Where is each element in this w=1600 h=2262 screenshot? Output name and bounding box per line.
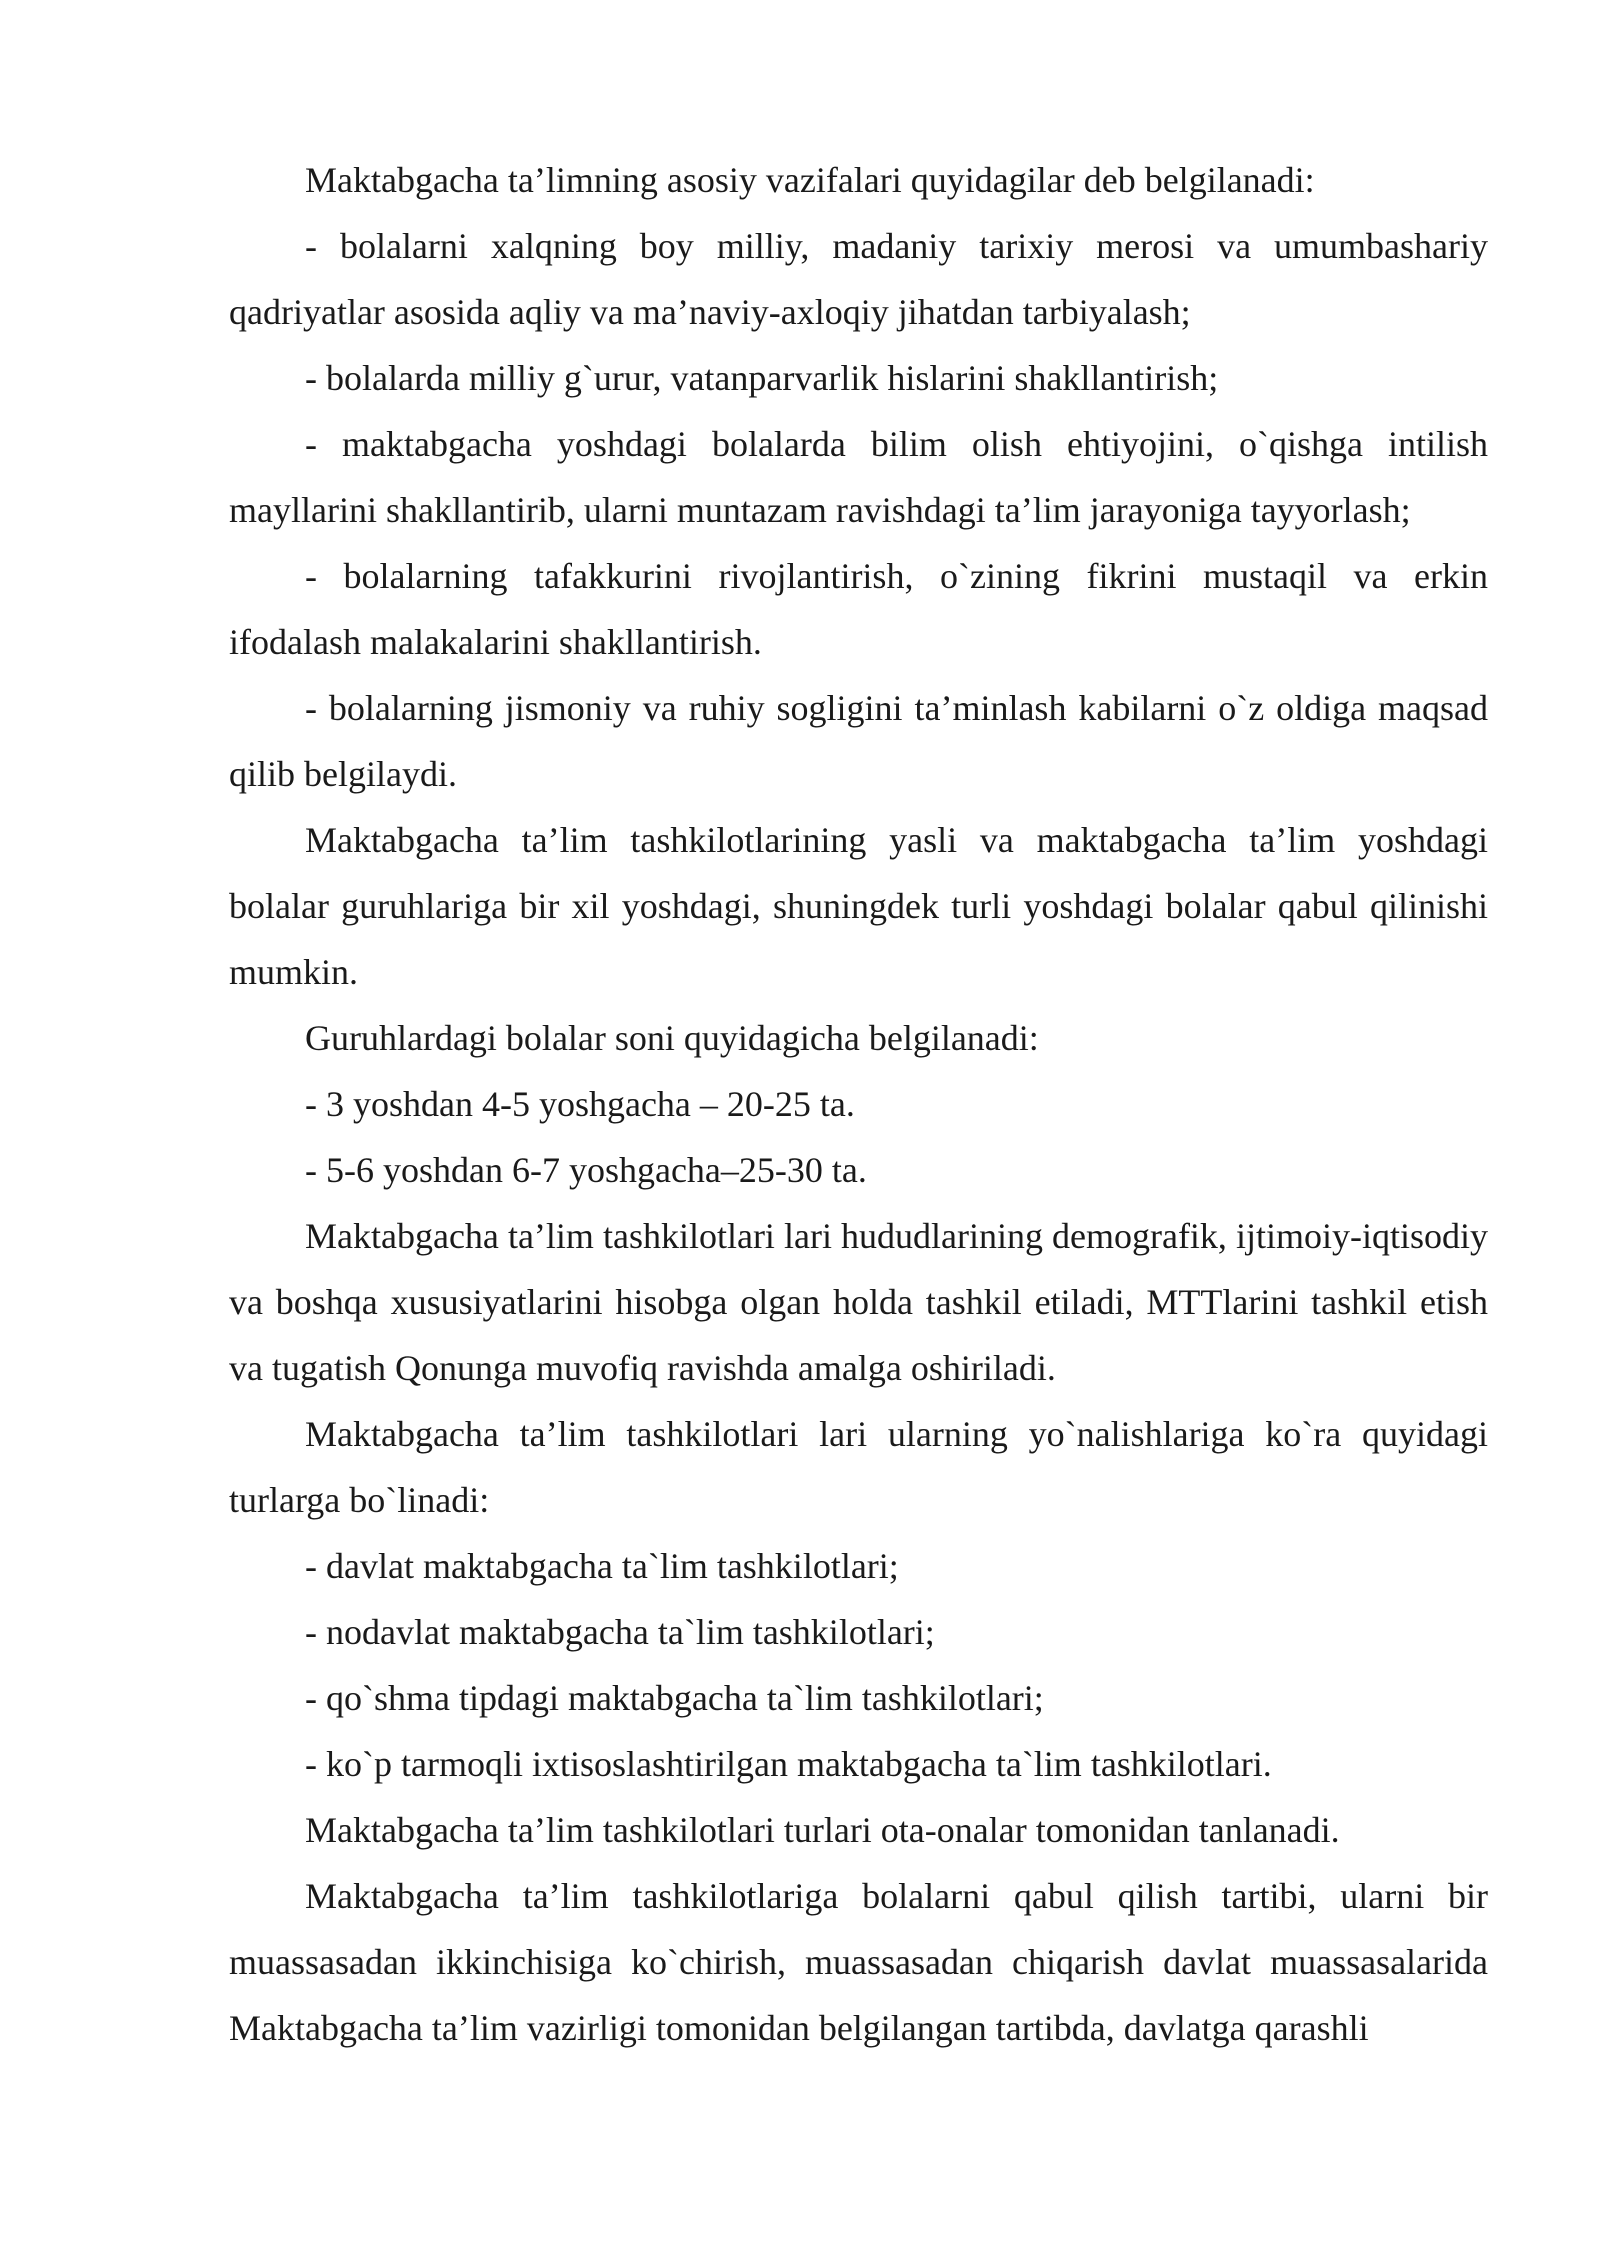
paragraph-task-health: - bolalarning jismoniy va ruhiy sogligini ta’minlash kabilarni o`z oldiga maqsad qilib belgilaydi. xyxy=(229,688,1488,794)
paragraph-type-joint: - qo`shma tipdagi maktabgacha ta`lim tashkilotlari; xyxy=(305,1678,1044,1718)
paragraph-type-specialized: - ko`p tarmoqli ixtisoslashtirilgan maktabgacha ta`lim tashkilotlari. xyxy=(305,1744,1272,1784)
paragraph-admission-procedure: Maktabgacha ta’lim tashkilotlariga bolalarni qabul qilish tartibi, ularni bir muassasadan ikkinchisiga ko`chirish, muassasadan chiqarish davlat muassasalarida Maktabgacha ta’lim vazirligi tomonidan belgilangan tartibda, davlatga qarashli xyxy=(229,1876,1488,2048)
paragraph-type-state: - davlat maktabgacha ta`lim tashkilotlari; xyxy=(305,1546,899,1586)
paragraph-intro-tasks: Maktabgacha ta’limning asosiy vazifalari quyidagilar deb belgilanadi: xyxy=(305,160,1315,200)
paragraph-group-size-3-5: - 3 yoshdan 4-5 yoshgacha – 20-25 ta. xyxy=(305,1084,855,1124)
paragraph-groups-admission: Maktabgacha ta’lim tashkilotlarining yasli va maktabgacha ta’lim yoshdagi bolalar guruhlariga bir xil yoshdagi, shuningdek turli yoshdagi bolalar qabul qilinishi mumkin. xyxy=(229,820,1488,992)
paragraph-parents-choice: Maktabgacha ta’lim tashkilotlari turlari ota-onalar tomonidan tanlanadi. xyxy=(305,1810,1340,1850)
paragraph-organization: Maktabgacha ta’lim tashkilotlari lari hududlarining demografik, ijtimoiy-iqtisodiy va boshqa xususiyatlarini hisobga olgan holda tashkil etiladi, MTTlarini tashkil etish va tugatish Qonunga muvofiq ravishda amalga oshiriladi. xyxy=(229,1216,1488,1388)
paragraph-task-patriotism: - bolalarda milliy g`urur, vatanparvarlik hislarini shakllantirish; xyxy=(305,358,1219,398)
paragraph-types-intro: Maktabgacha ta’lim tashkilotlari lari ularning yo`nalishlariga ko`ra quyidagi turlarga bo`linadi: xyxy=(229,1414,1488,1520)
paragraph-group-size-5-7: - 5-6 yoshdan 6-7 yoshgacha–25-30 ta. xyxy=(305,1150,867,1190)
paragraph-task-upbringing: - bolalarni xalqning boy milliy, madaniy tarixiy merosi va umumbashariy qadriyatlar asosida aqliy va ma’naviy-axloqiy jihatdan tarbiyalash; xyxy=(229,226,1488,332)
document-body xyxy=(229,147,1488,2061)
paragraph-type-non-state: - nodavlat maktabgacha ta`lim tashkilotlari; xyxy=(305,1612,935,1652)
paragraph-group-size-intro: Guruhlardagi bolalar soni quyidagicha belgilanadi: xyxy=(305,1018,1039,1058)
paragraph-task-thinking: - bolalarning tafakkurini rivojlantirish, o`zining fikrini mustaqil va erkin ifodalash malakalarini shakllantirish. xyxy=(229,556,1488,662)
paragraph-task-learning-need: - maktabgacha yoshdagi bolalarda bilim olish ehtiyojini, o`qishga intilish mayllarini shakllantirib, ularni muntazam ravishdagi ta’lim jarayoniga tayyorlash; xyxy=(229,424,1488,530)
